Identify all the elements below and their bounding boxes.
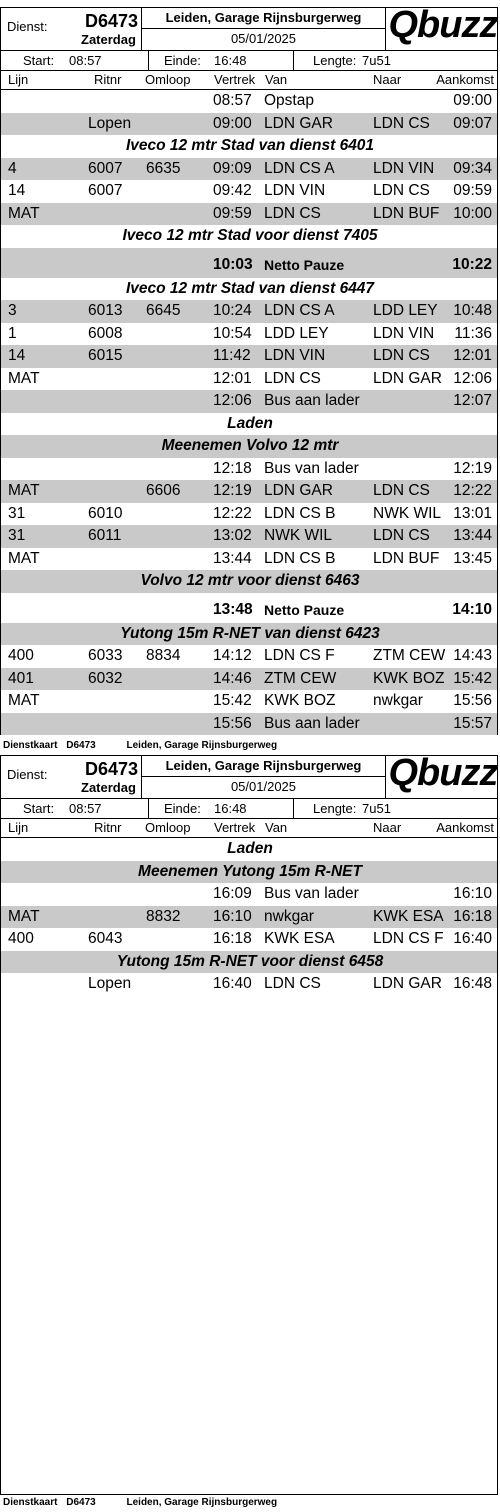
cell-aankomst: 13:44 [453,527,492,544]
cell-lijn: MAT [8,369,40,387]
cell-van: LDN VIN [264,347,326,364]
cell-vertrek: 15:42 [213,692,252,709]
cell-naar: KWK BOZ [373,669,445,687]
col-aankomst: Aankomst [436,72,494,87]
col-naar: Naar [373,72,402,87]
cell-ritnr: Lopen [88,975,132,992]
cell-van: LDN CS A [264,159,335,177]
cell-aankomst: 14:10 [452,600,492,618]
section-title [1,570,497,593]
dienst-label: Dienst: [7,19,48,34]
col-lijn: Lijn [8,820,29,835]
cell-vertrek: 11:42 [213,347,251,364]
trip-table [1,838,497,996]
cell-aankomst: 12:01 [453,347,492,364]
section-title [1,278,497,301]
cell-vertrek: 10:03 [213,255,253,273]
trip-row [1,548,497,571]
trip-row [1,690,497,713]
section-title-text: Laden [227,414,273,432]
section-title [1,413,497,436]
trip-row [1,503,497,526]
trip-row [1,713,497,736]
cell-aankomst: 09:59 [453,182,492,199]
cell-naar: LDN CS [373,114,430,132]
cell-naar: LDN CS [373,527,430,544]
cell-vertrek: 14:46 [213,669,252,687]
cell-naar: LDN CS F [373,930,444,947]
cell-van: nwkgar [264,907,314,925]
cell-vertrek: 13:44 [213,549,252,567]
column-headers [1,819,497,838]
cell-ritnr: 6033 [88,647,123,664]
cell-vertrek: 12:01 [213,369,252,387]
dienst-number: D6473 [85,759,139,779]
cell-van: LDN CS B [264,549,336,567]
dienstkaart-page-2 [0,752,498,1495]
pause-row [1,248,497,278]
col-aankomst: Aankomst [436,820,494,835]
cell-vertrek: 12:18 [213,459,252,477]
cell-naar: nwkgar [373,692,423,709]
col-omloop: Omloop [145,72,191,87]
cell-van: LDN CS A [264,302,335,319]
cell-naar: LDN VIN [373,159,435,177]
section-title [1,838,497,861]
cell-lijn: 14 [8,347,26,364]
lengte-value: 7u51 [362,801,391,816]
cell-omloop: 6635 [146,159,181,177]
divider [148,51,149,70]
cell-van: ZTM CEW [264,669,337,687]
trip-row [1,883,497,906]
section-title-text: Yutong 15m R-NET voor dienst 6458 [116,952,384,970]
cell-lijn: 1 [8,324,17,342]
cell-omloop: 8832 [146,907,181,925]
trip-row [1,480,497,503]
trip-row [1,345,497,368]
cell-aankomst: 15:57 [453,714,492,732]
cell-lijn: MAT [8,549,40,567]
cell-aankomst: 16:18 [453,907,492,925]
dienst-label: Dienst: [7,767,48,782]
footer-page-2 [3,1497,277,1508]
pause-row [1,593,497,623]
cell-van: LDN CS [264,975,321,992]
col-naar: Naar [373,820,402,835]
cell-aankomst: 09:07 [453,114,492,132]
footer-dienst: D6473 [66,740,96,751]
cell-lijn: 14 [8,182,26,199]
cell-aankomst: 16:40 [453,930,492,947]
trip-row [1,906,497,929]
shift-times [1,799,497,819]
day-label: Zaterdag [81,780,136,795]
section-title [1,951,497,974]
cell-vertrek: 10:54 [213,324,252,342]
cell-aankomst: 10:22 [452,255,492,273]
col-van: Van [265,72,288,87]
footer-page-1 [3,740,277,751]
cell-aankomst: 12:07 [453,392,492,409]
divider [293,799,294,818]
cell-naar: KWK ESA [373,907,444,925]
cell-naar: LDN GAR [373,369,442,387]
cell-van: LDD LEY [264,324,329,342]
card-header [1,4,498,51]
cell-van: Bus aan lader [264,392,360,409]
cell-van: NWK WIL [264,527,333,544]
cell-lijn: MAT [8,482,40,499]
cell-ritnr: 6015 [88,347,123,364]
trip-row [1,113,497,136]
section-title-text: Laden [227,840,273,857]
cell-naar: LDN CS [373,482,430,499]
cell-vertrek: 12:22 [213,504,252,522]
section-title-text: Yutong 15m R-NET van dienst 6423 [120,624,380,642]
cell-vertrek: 16:40 [213,975,252,992]
cell-ritnr: 6043 [88,930,123,947]
section-title [1,135,497,158]
cell-omloop: 6645 [146,302,181,319]
cell-van: LDN VIN [264,182,326,199]
trip-row [1,928,497,951]
start-time: 08:57 [69,53,102,68]
cell-vertrek: 16:09 [213,885,252,902]
section-title-text: Iveco 12 mtr Stad van dienst 6401 [125,137,375,154]
cell-ritnr: 6007 [88,159,123,177]
cell-ritnr: 6011 [88,527,122,544]
cell-vertrek: 12:19 [213,482,252,499]
cell-vertrek: 14:12 [213,647,252,664]
cell-ritnr: 6032 [88,669,123,687]
divider [293,51,294,70]
cell-vertrek: 16:18 [213,930,252,947]
col-vertrek: Vertrek [214,72,256,87]
cell-van: LDN CS [264,369,321,387]
qbuzz-logo: Qbuzz [388,752,498,794]
section-title [1,861,497,884]
cell-vertrek: 13:48 [213,600,253,618]
cell-naar: LDN GAR [373,975,442,992]
cell-aankomst: 15:42 [453,669,492,687]
einde-time: 16:48 [214,801,247,816]
location: Leiden, Garage Rijnsburgerweg [142,8,386,29]
cell-lijn: MAT [8,907,40,925]
cell-aankomst: 15:56 [453,692,492,709]
cell-van: Bus van lader [264,885,359,902]
footer-location: Leiden, Garage Rijnsburgerweg [126,1497,278,1508]
cell-ritnr: 6013 [88,302,123,319]
cell-vertrek: 09:42 [213,182,252,199]
cell-aankomst: 16:48 [453,975,492,992]
cell-vertrek: 15:56 [213,714,252,732]
cell-van: KWK ESA [264,930,335,947]
cell-ritnr: 6010 [88,504,123,522]
cell-lijn: MAT [8,204,40,222]
cell-naar: LDN CS [373,182,430,199]
section-title-text: Meenemen Yutong 15m R-NET [138,862,362,880]
section-title-text: Volvo 12 mtr voor dienst 6463 [140,572,360,589]
start-time: 08:57 [69,801,102,816]
cell-naar: LDN CS [373,347,430,364]
cell-aankomst: 10:48 [453,302,492,319]
col-ritnr: Ritnr [94,72,122,87]
col-omloop: Omloop [145,820,191,835]
trip-row [1,973,497,996]
section-title-text: Iveco 12 mtr Stad voor dienst 7405 [122,227,378,244]
start-label: Start: [23,801,55,816]
cell-aankomst: 14:43 [453,647,492,664]
cell-aankomst: 12:22 [453,482,492,499]
trip-row [1,645,497,668]
footer-title: Dienstkaart [3,740,58,751]
trip-row [1,390,497,413]
cell-aankomst: 12:06 [453,369,492,387]
cell-lijn: 401 [8,669,34,687]
section-title [1,225,497,248]
cell-vertrek: 08:57 [213,92,252,109]
einde-time: 16:48 [214,53,247,68]
dienstkaart-page-1 [0,4,498,735]
cell-lijn: 3 [8,302,17,319]
qbuzz-logo: Qbuzz [388,4,498,46]
cell-omloop: 6606 [146,482,181,499]
card-header [1,752,498,799]
trip-row [1,300,497,323]
cell-van: LDN GAR [264,482,333,499]
section-title [1,623,497,646]
trip-row [1,458,497,481]
section-title-text: Meenemen Volvo 12 mtr [161,437,339,454]
trip-row [1,368,497,391]
col-vertrek: Vertrek [214,820,256,835]
cell-omloop: 8834 [146,647,181,664]
column-headers [1,71,497,90]
cell-lijn: 400 [8,930,34,947]
cell-aankomst: 11:36 [454,324,492,342]
cell-aankomst: 12:19 [453,459,492,477]
section-title [1,435,497,458]
cell-aankomst: 10:00 [453,204,492,222]
cell-ritnr: Lopen [88,114,132,132]
einde-label: Einde: [164,53,201,68]
cell-naar: NWK WIL [373,504,442,522]
cell-ritnr: 6007 [88,182,123,199]
day-label: Zaterdag [81,32,136,47]
einde-label: Einde: [164,801,201,816]
cell-lijn: 31 [8,527,26,544]
cell-van: Bus van lader [264,459,359,477]
col-ritnr: Ritnr [94,820,122,835]
cell-naar: LDN VIN [373,324,435,342]
footer-dienst: D6473 [66,1497,96,1508]
cell-van: Bus aan lader [264,714,360,732]
cell-aankomst: 13:01 [453,504,492,522]
date: 05/01/2025 [142,777,386,798]
cell-vertrek: 12:06 [213,392,252,409]
footer-location: Leiden, Garage Rijnsburgerweg [126,740,278,751]
cell-naar: LDN BUF [373,204,440,222]
cell-van: Netto Pauze [264,601,345,618]
cell-vertrek: 16:10 [213,907,252,925]
cell-aankomst: 09:34 [453,159,492,177]
cell-lijn: 31 [8,504,26,522]
section-title-text: Iveco 12 mtr Stad van dienst 6447 [125,279,375,297]
cell-naar: LDN BUF [373,549,440,567]
col-van: Van [265,820,288,835]
cell-ritnr: 6008 [88,324,123,342]
cell-van: KWK BOZ [264,692,336,709]
trip-row [1,158,497,181]
divider [148,799,149,818]
footer-title: Dienstkaart [3,1497,58,1508]
cell-van: LDN GAR [264,114,333,132]
trip-row [1,525,497,548]
lengte-value: 7u51 [362,53,391,68]
cell-lijn: 4 [8,159,17,177]
trip-row [1,90,497,113]
cell-aankomst: 13:45 [453,549,492,567]
cell-van: LDN CS [264,204,321,222]
cell-naar: ZTM CEW [373,647,446,664]
location: Leiden, Garage Rijnsburgerweg [142,756,386,777]
cell-aankomst: 16:10 [453,885,492,902]
trip-row [1,203,497,226]
trip-row [1,180,497,203]
trip-row [1,323,497,346]
cell-naar: LDD LEY [373,302,438,319]
lengte-label: Lengte: [313,53,357,68]
cell-van: LDN CS F [264,647,335,664]
start-label: Start: [23,53,55,68]
cell-lijn: MAT [8,692,40,709]
trip-table [1,90,497,735]
dienst-number: D6473 [85,11,139,31]
cell-aankomst: 09:00 [453,92,492,109]
cell-van: Netto Pauze [264,256,345,273]
trip-row [1,668,497,691]
cell-vertrek: 13:02 [213,527,252,544]
cell-van: LDN CS B [264,504,336,522]
cell-lijn: 400 [8,647,34,664]
cell-vertrek: 09:00 [213,114,252,132]
lengte-label: Lengte: [313,801,357,816]
col-lijn: Lijn [8,72,29,87]
cell-vertrek: 09:09 [213,159,252,177]
cell-vertrek: 10:24 [213,302,252,319]
cell-vertrek: 09:59 [213,204,252,222]
cell-van: Opstap [264,92,314,109]
date: 05/01/2025 [142,29,386,50]
shift-times [1,51,497,71]
